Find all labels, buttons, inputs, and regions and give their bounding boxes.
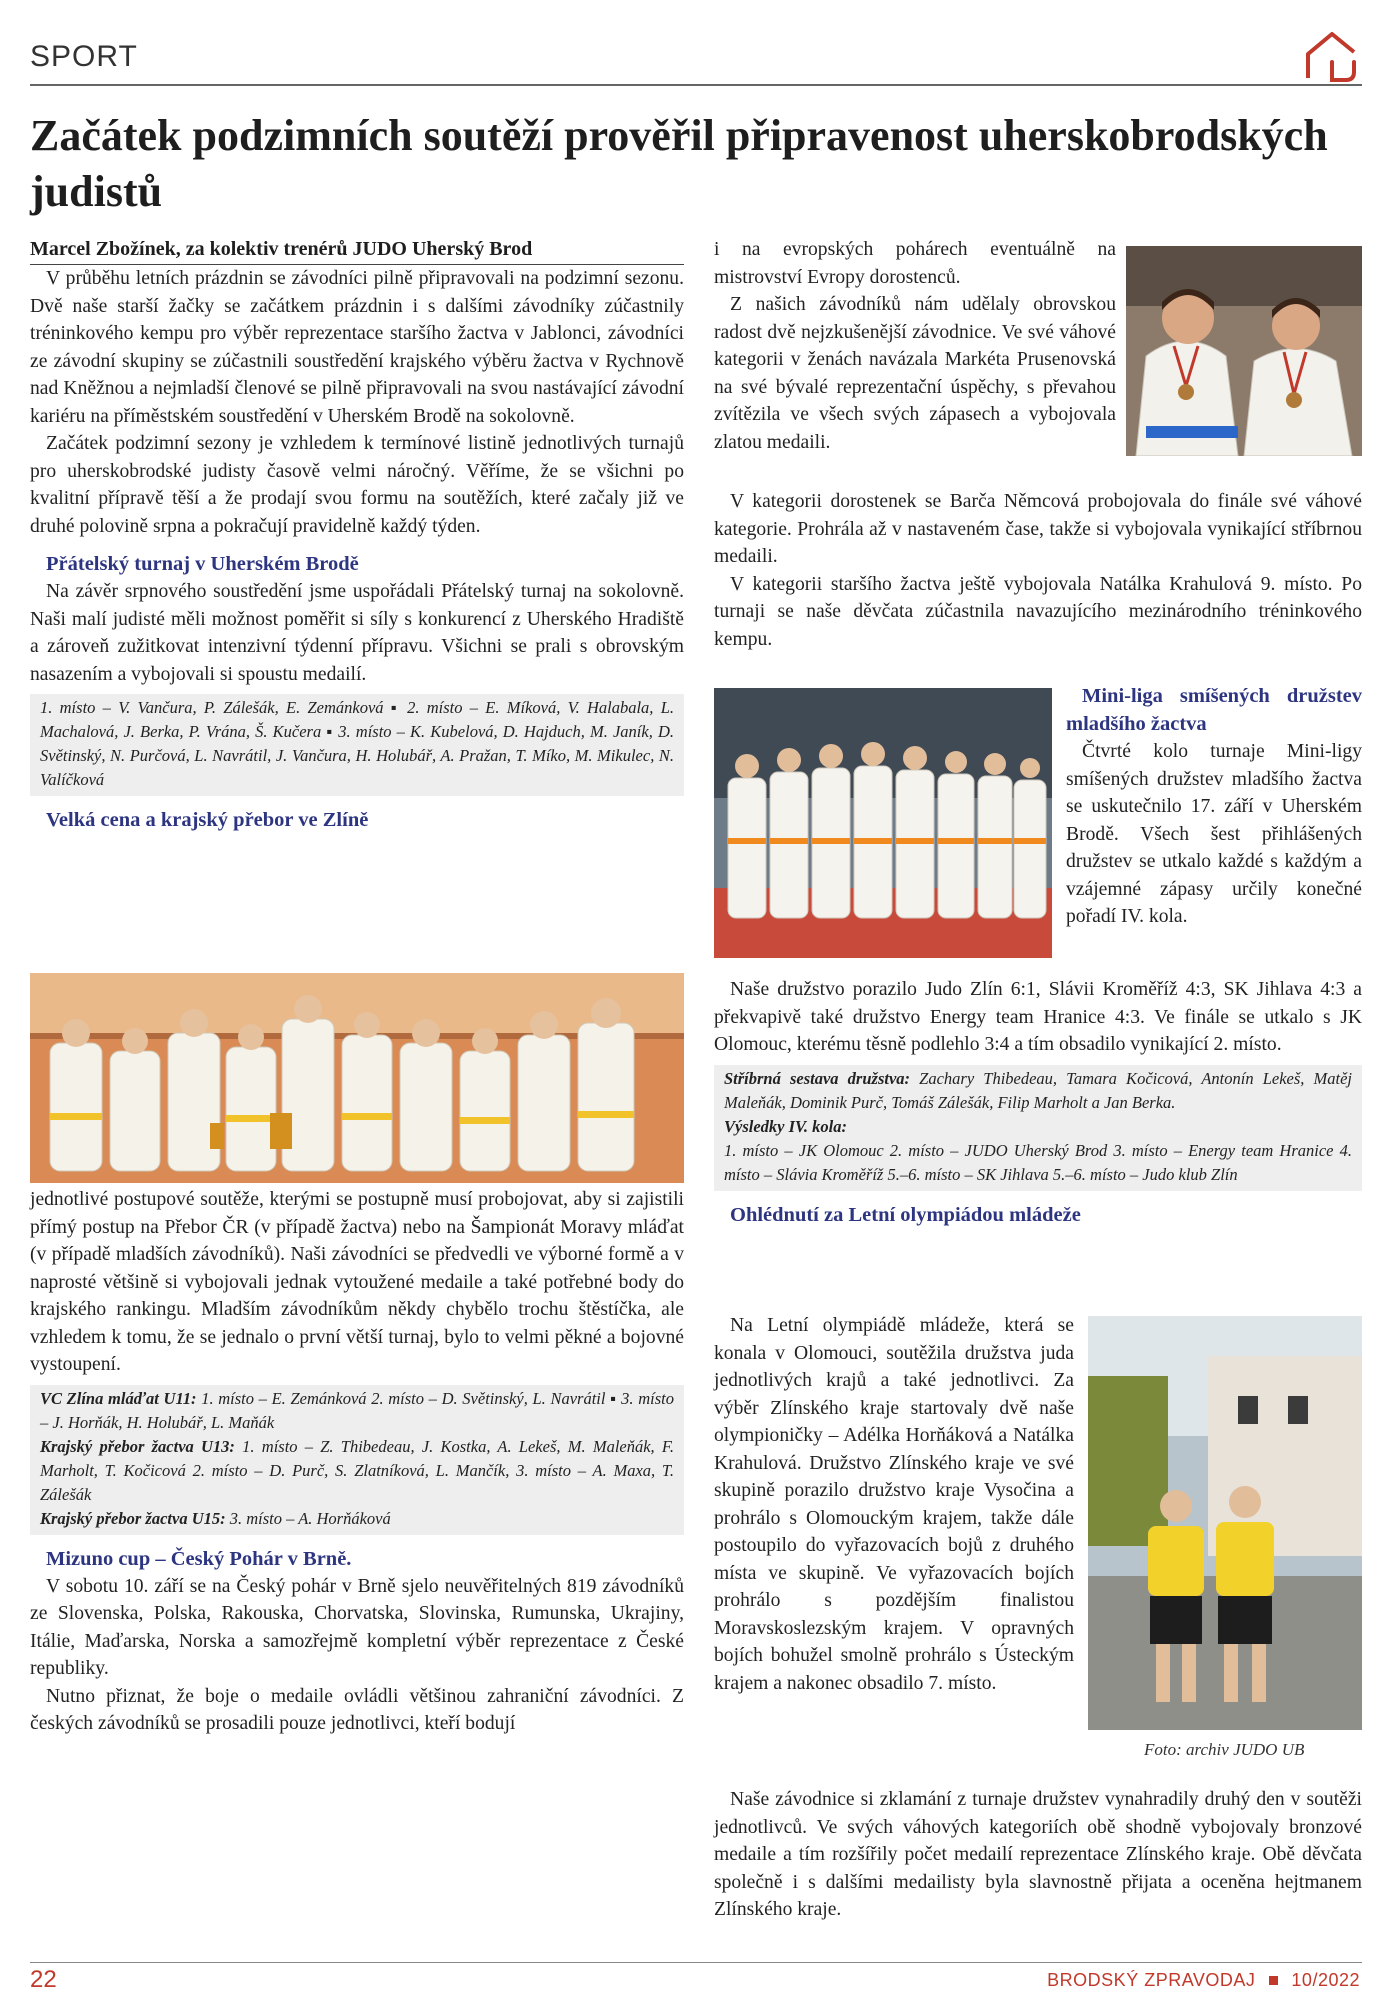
page-number: 22 [30,1966,57,1993]
separator-square-icon [1269,1976,1278,1985]
subheading-olympiada: Ohlédnutí za Letní olympiádou mládeže [730,1203,1081,1226]
mini-liga-column [1066,682,1362,931]
right-column-middle [714,488,1362,653]
footer-rule [30,1962,1362,1963]
results-text: 1. místo – Z. Thibedeau, J. Kostka, A. Lekeš, M. Maleňák, F. Marholt, T. Kočicová 2. místo – D. Purč, S. Zlatníková, L. Mančík, 3. místo – A. Maxa, T. Zálešák [40,1436,674,1504]
photo-caption: Foto: archiv JUDO UB [1144,1740,1305,1759]
mini-liga-results-paragraph: Naše družstvo porazilo Judo Zlín 6:1, Slávii Kroměříž 4:3, SK Jihlava 4:3 a překvapivě také družstvo Energy team Hranice 4:3. Ve finále se utkalo s JK Olomouc, kterému těsně podlehlo 3:4 a tím obsadilo vynikající 2. místo. [714,979,1362,1055]
mizuno-paragraph: V sobotu 10. září se na Český pohár v Brně sjelo neuvěřitelných 819 závodníků ze Slovenska, Polska, Rakouska, Chorvatska, Slovinska, Rumunska, Ukrajiny, Itálie, Maďarska, Norska a samozřejmě kompletní výběr reprezentace z České republiky. [30,1575,684,1679]
intro-paragraph: Začátek podzimní sezony je vzhledem k termínové listině jednotlivých turnajů pro uherskobrodské judisty časově velmi náročný. Věříme, že se všichni po kvalitní přípravě těší a že prodají svou formu na soutěžích, které začaly již ve druhé polovině srpna a pokračují pravidelně každý týden. [30,433,684,537]
photo-two-medalists [1126,246,1362,456]
olympiada-closing [714,1786,1362,1924]
results-label: Stříbrná sestava družstva: [724,1068,911,1088]
photo-mini-liga-team [714,688,1052,958]
intro-paragraph: V průběhu letních prázdnin se závodníci pilně připravovali na podzimní sezonu. Dvě naše starší žačky se začátkem prázdnin i s dalšími závodníky zúčastnily tréninkového kempu pro výběr reprezentace staršího žactva v Jablonci, závodníci ze závodní skupiny se zúčastnili soustředění krajského výběru žactva v Rychnově nad Kněžnou a nejmladší členové se pilně připravovali na svou nastávající závodní kariéru na příměstském soustředění v Uherském Brodě na sokolovně. [30,268,684,427]
issue-number: 10/2022 [1291,1970,1360,1990]
olympiada-closing-paragraph: Naše závodnice si zklamání z turnaje družstev vynahradily druhý den v soutěži jednotlivců. Ve svých váhových kategoriích obě shodně vybojovaly bronzové medaile a tím rozšířily počet medailí reprezentace Zlínského kraje. Obě děvčata společně i s dalšími medailisty byla slavnostně přijata a oceněna hejtmanem Zlínského kraje. [714,1789,1362,1920]
olympiada-paragraph: Na Letní olympiádě mládeže, která se konala v Olomouci, soutěžila družstva juda jednotlivých krajů a také jednotlivci. Za výběr Zlínského kraje startovaly dvě naše olympioničky – Adélka Horňáková a Natálka Krahulová. Družstvo Zlínského kraje ve své skupině porazilo družstvo kraje Vysočina a prohrálo s Olomouckým krajem, takže dále postoupilo do vyřazovacích bojů z druhého místa ve skupině. Ve vyřazovacích bojích prohrálo s pozdějším finalistou Moravskoslezským krajem. V opravných bojích bohužel smolně prohrálo s Ústeckým krajem a nakonec obsadilo 7. místo. [714,1315,1074,1694]
subheading-mini-liga: Mini-liga smíšených družstev mladšího žactva [1066,685,1362,735]
results-text: 3. místo – A. Horňáková [229,1508,391,1528]
section-label: SPORT [30,40,138,73]
pratelsky-results-box: 1. místo – V. Vančura, P. Zálešák, E. Zemánková ▪ 2. místo – E. Míková, V. Halabala, L. Machalová, J. Berka, P. Vrána, Š. Kučera ▪ 3. místo – K. Kubelová, D. Hajduch, M. Janík, D. Světinský, N. Purčová, L. Navrátil, J. Vančura, H. Holubář, A. Pražan, T. Míko, M. Mikulec, N. Valíčková [30,694,684,796]
mizuno-paragraph: Nutno přiznat, že boje o medaile ovládli většinou zahraniční závodníci. Z českých závodníků se prosadili pouze jednotlivci, kteří bodují [30,1685,684,1734]
right-column-lower [714,976,1362,1229]
photo-olympiada [1088,1316,1362,1730]
byline: Marcel Zbožínek, za kolektiv trenérů JUDO Uherský Brod [30,236,684,265]
article-title: Začátek podzimních soutěží prověřil připravenost uherskobrodských judistů [30,111,1328,216]
subheading-mizuno-cup: Mizuno cup – Český Pohár v Brně. [46,1547,352,1570]
velka-cena-paragraph: jednotlivé postupové soutěže, kterými se postupně musí probojovat, aby si zajistili přímý postup na Přebor ČR (v případě žactva) nebo na Šampionát Moravy mláďat (v případě mladších závodníků). Naši závodníci se předvedli ve výborné formě a v naprosté většině si vybojovali jednak vytoužené medaile a také potřebné body do krajského rankingu. Mladším závodníkům někdy chybělo trochu štěstíčka, ale vzhledem k tomu, že se jednalo o první větší turnaj, bylo to velmi pěkné a bojovné vystoupení. [30,1189,684,1375]
subheading-velka-cena: Velká cena a krajský přebor ve Zlíně [46,809,369,831]
results-label: Výsledky IV. kola: [724,1116,847,1136]
girls-paragraph: Z našich závodníků nám udělaly obrovskou radost dvě nejzkušenější závodnice. Ve své váhové kategorii v ženách navázala Markéta Prusenovská na své bývalé reprezentační úspěchy, s převahou zvítězila ve všech svých zápasech a vybojovala zlatou medaili. [714,294,1116,453]
mini-liga-results-box [714,1065,1362,1191]
pratelsky-paragraph: Na závěr srpnového soustředění jsme uspořádali Přátelský turnaj na sokolovně. Naši malí judisté měli možnost poměřit si síly s konkurencí z Uherského Hradiště a zároveň zužitkovat intenzivní týdenní přípravu. Všichni se prali s obrovským nasazením a vybojovali si spoustu medailí. [30,581,684,685]
group-photo-velka-cena [30,973,684,1183]
house-logo-icon [1302,28,1360,84]
velka-cena-results-box [30,1385,684,1535]
subheading-pratelsky-turnaj: Přátelský turnaj v Uherském Brodě [46,553,359,575]
results-label: VC Zlína mláďat U11: [40,1388,197,1408]
footer-publication [1047,1970,1360,1991]
continued-paragraph: i na evropských pohárech eventuálně na mistrovství Evropy dorostenců. [714,239,1116,288]
publication-name: BRODSKÝ ZPRAVODAJ [1047,1970,1256,1990]
olympiada-column [714,1312,1074,1697]
results-text: 1. místo – JK Olomouc 2. místo – JUDO Uherský Brod 3. místo – Energy team Hranice 4. místo – Slávia Kroměříž 5.–6. místo – SK Jihlava 5.–6. místo – Judo klub Zlín [724,1140,1352,1184]
results-text: 1. místo – E. Zemánková 2. místo – D. Světinský, L. Navrátil ▪ 3. místo – J. Horňák, H. Holubář, L. Maňák [40,1388,674,1432]
mini-liga-paragraph: Čtvrté kolo turnaje Mini-ligy smíšených družstev mladšího žactva se uskutečnilo 17. září v Uherském Brodě. Všech šest přihlášených družstev se utkalo každé s každým a vzájemné zápasy určily konečné pořadí IV. kola. [1066,741,1362,927]
starsi-zactvo-paragraph: V kategorii staršího žactva ještě vybojovala Natálka Krahulová 9. místo. Po turnaji se naše děvčata zúčastnila navazujícího mezinárodního tréninkového kempu. [714,573,1362,650]
results-label: Krajský přebor žactva U15: [40,1508,226,1528]
results-text: Zachary Thibedeau, Tamara Kočicová, Antonín Lekeš, Matěj Maleňák, Dominik Purč, Tomáš Zálešák, Filip Marholt a Jan Berka. [724,1068,1352,1112]
results-label: Krajský přebor žactva U13: [40,1436,235,1456]
right-column-top [714,236,1116,456]
dorost-paragraph: V kategorii dorostenek se Barča Němcová probojovala do finále své váhové kategorie. Prohrála až v nastaveném čase, takže si vybojovala vynikající stříbrnou medaili. [714,491,1362,567]
header-rule [30,84,1362,86]
